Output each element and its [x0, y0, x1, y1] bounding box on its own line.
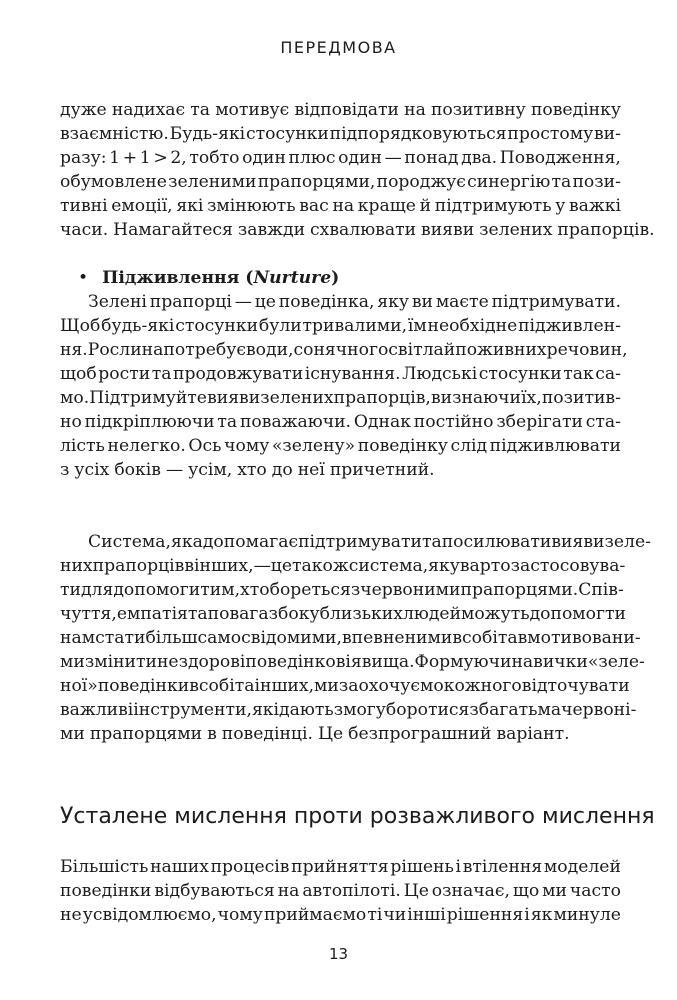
- text-line: тивні емоції, які змінюють вас на краще й підтримують у важкі: [60, 196, 621, 216]
- text-line: важливі інструменти, які дають змогу боротися з багатьма червоні-: [60, 700, 637, 720]
- text-line: часи. Намагайтеся завжди схвалювати вияви зелених прапорців.: [60, 220, 655, 240]
- text-line: них прапорців в інших, — це також система, яку варто застосовува-: [60, 556, 626, 576]
- text-line: Зелені прапорці — це поведінка, яку ви маєте підтримувати.: [88, 292, 621, 312]
- text-line: взаємністю. Будь-які стосунки підпорядковуються простому ви-: [60, 124, 621, 144]
- text-line: обумовлене зеленими прапорцями, породжує синергію та пози-: [60, 172, 621, 192]
- text-line: з усіх боків — усім, хто до неї причетний.: [60, 460, 435, 480]
- text-line: мо. Підтримуйте вияви зелених прапорців, визнаючи їх, позитив-: [60, 388, 621, 408]
- text-line: разу: 1 + 1 > 2, тобто один плюс один — понад два. Поводження,: [60, 148, 621, 168]
- text-line: ми змінити нездорові поведінкові явища. Формуючи навички «зеле-: [60, 652, 645, 672]
- bullet-title-italic: Nurture: [253, 268, 332, 288]
- text-line: Більшість наших процесів прийняття рішень і втілення моделей: [60, 857, 621, 877]
- text-line: Система, яка допомагає підтримувати та посилювати вияви зеле-: [88, 532, 651, 552]
- text-line: ми прапорцями в поведінці. Це безпрограшний варіант.: [60, 724, 570, 744]
- text-line: лість нелегко. Ось чому «зелену» поведінку слід підживлювати: [60, 436, 621, 456]
- section-heading: Усталене мислення проти розважливого мислення: [60, 804, 655, 829]
- running-head: ПЕРЕДМОВА: [280, 38, 397, 57]
- text-line: но підкріплюючи та поважаючи. Однак постійно зберігати ста-: [60, 412, 621, 432]
- bullet-heading: [78, 266, 339, 290]
- text-line: щоб рости та продовжувати існування. Людські стосунки так са-: [60, 364, 621, 384]
- text-line: ня. Рослина потребує води, сонячного світла й поживних речовин,: [60, 340, 628, 360]
- bullet-marker: •: [78, 268, 89, 288]
- text-line: ти для допомоги тим, хто бореться з червоними прапорцями. Спів-: [60, 580, 624, 600]
- text-line: Щоб будь-які стосунки були тривалими, їм необхідне підживлен-: [60, 316, 621, 336]
- text-line: дуже надихає та мотивує відповідати на позитивну поведінку: [60, 100, 621, 120]
- text-line: чуття, емпатія та повага з боку близьких людей можуть допомогти: [60, 604, 626, 624]
- text-line: поведінки відбуваються на автопілоті. Це означає, що ми часто: [60, 881, 621, 901]
- text-line: нам стати більш самосвідомими, впевненими в собі та вмотивовани-: [60, 628, 641, 648]
- bullet-title-close: ): [331, 268, 340, 288]
- page-number: 13: [328, 945, 349, 963]
- bullet-title: Підживлення (: [102, 268, 254, 288]
- text-line: ної» поведінки в собі та інших, ми заохочуємо кожного відточувати: [60, 676, 630, 696]
- text-line: не усвідомлюємо, чому приймаємо ті чи інші рішення і як минуле: [60, 905, 621, 925]
